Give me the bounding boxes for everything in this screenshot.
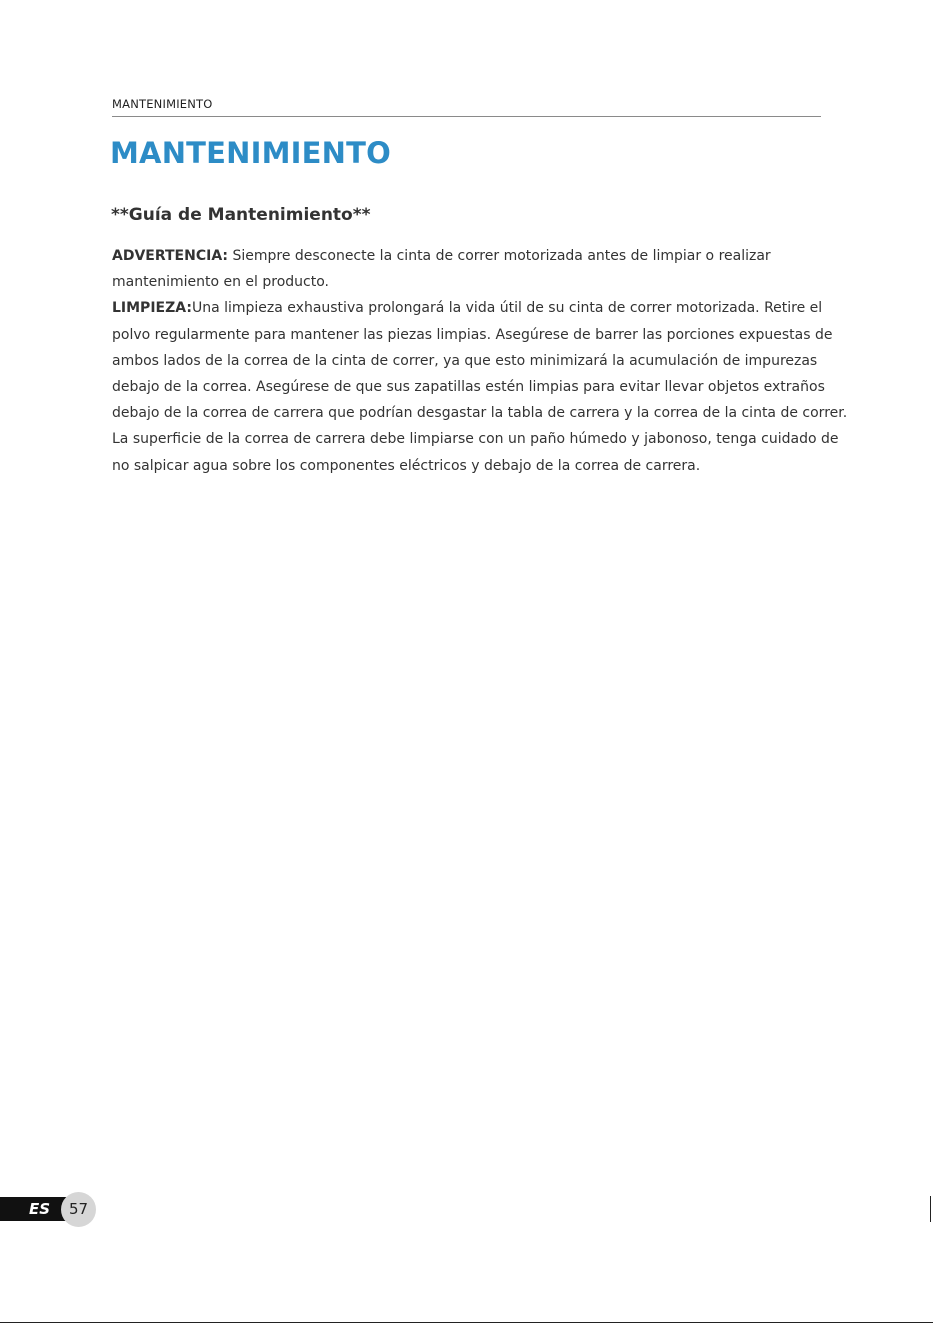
bottom-rule [0, 1322, 933, 1323]
page-number: 57 [68, 1200, 89, 1218]
section-heading: **Guía de Mantenimiento** [111, 205, 371, 225]
warning-text: Siempre desconecte la cinta de correr motorizada antes de limpiar o realizar mantenimiento en el producto. [112, 248, 771, 291]
page-title: MANTENIMIENTO [110, 136, 391, 170]
warning-label: ADVERTENCIA: [112, 248, 229, 264]
crop-mark [930, 1196, 931, 1222]
footer-language-label: ES [29, 1200, 51, 1218]
cleaning-label: LIMPIEZA: [112, 300, 192, 317]
header-rule [112, 116, 821, 117]
running-header: MANTENIMIENTO [112, 97, 213, 111]
body-text [112, 243, 857, 479]
cleaning-text: Una limpieza exhaustiva prolongará la vida útil de su cinta de correr motorizada. Retire el polvo regularmente para mantener las piezas limpias. Asegúrese de barrer las porciones expuestas de ambos lados de la correa de la cinta de correr, ya que esto minimizará la acumulación de impurezas debajo de la correa. Asegúrese de que sus zapatillas estén limpias para evitar llevar objetos extraños debajo de la correa de carrera que podrían desgastar la tabla de carrera y la correa de la cinta de correr. La superficie de la correa de carrera debe limpiarse con un paño húmedo y jabonoso, tenga cuidado de no salpicar agua sobre los componentes eléctricos y debajo de la correa de carrera. [112, 300, 848, 474]
cleaning-paragraph [112, 295, 857, 478]
warning-paragraph [112, 243, 857, 295]
